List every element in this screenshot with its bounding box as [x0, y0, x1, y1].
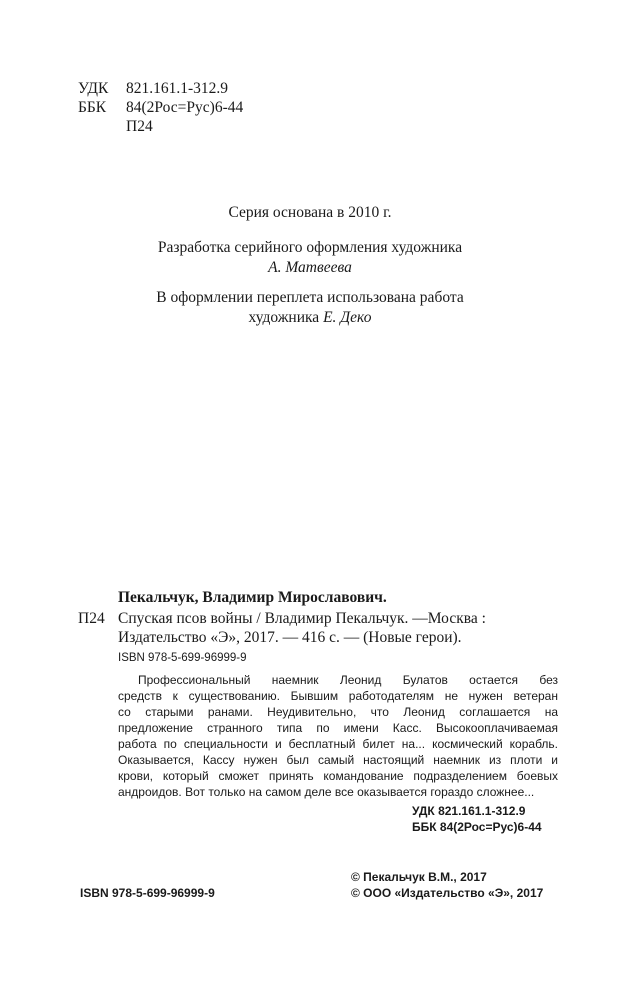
- cover-note-line1: В оформлении переплета использована работа: [156, 289, 464, 306]
- cover-note-prefix: художника: [248, 309, 324, 326]
- catalog-code: П24: [78, 610, 105, 627]
- top-author-code: П24: [126, 118, 153, 135]
- cover-note-line2: [0, 308, 620, 328]
- annotation-line: андроидов. Вот только на самом деле все оказывается гораздо сложнее...: [118, 785, 535, 799]
- annotation-line: предложение странного типа по имени Касс. Высокооплачиваемая: [118, 721, 558, 735]
- catalog-author: Пекальчук, Владимир Мирославович.: [118, 589, 387, 606]
- top-bbk-label: ББК: [78, 99, 107, 116]
- annotation-line: Оказывается, Кассу нужен был самый настоящий наемник из плоти и: [118, 753, 558, 767]
- catalog-isbn: ISBN 978-5-699-96999-9: [118, 652, 247, 664]
- catalog-title-line2: Издательство «Э», 2017. — 416 с. — (Новые герои).: [118, 629, 462, 646]
- top-bbk-value: 84(2Рос=Рус)6-44: [126, 99, 244, 116]
- catalog-annotation: [118, 672, 558, 800]
- top-udk-line: [78, 79, 228, 98]
- copyright-publisher: © ООО «Издательство «Э», 2017: [351, 886, 544, 900]
- annotation-line: Профессиональный наемник Леонид Булатов остается без: [138, 673, 558, 687]
- footer-isbn: ISBN 978-5-699-96999-9: [80, 886, 215, 900]
- catalog-udk: УДК 821.161.1-312.9: [412, 804, 526, 818]
- annotation-line: работа по специальности и бесплатный билет на... космический корабль.: [118, 737, 558, 751]
- top-udk-label: УДК: [78, 80, 109, 97]
- top-bbk-line: [78, 98, 243, 117]
- annotation-line: крови, который сможет принять командование подразделением боевых: [118, 769, 558, 783]
- top-udk-value: 821.161.1-312.9: [126, 80, 229, 97]
- catalog-title-line1: Спуская псов войны / Владимир Пекальчук. —Москва :: [118, 610, 486, 627]
- annotation-line: со старыми ранами. Неудивительно, что Леонид соглашается на: [118, 705, 558, 719]
- design-note-artist: А. Матвеева: [268, 259, 352, 276]
- catalog-bbk: ББК 84(2Рос=Рус)6-44: [412, 820, 542, 834]
- design-note-line1: Разработка серийного оформления художника: [157, 239, 463, 256]
- annotation-line: средств к существованию. Бывшим работодателям не нужен ветеран: [118, 689, 558, 703]
- copyright-author: © Пекальчук В.М., 2017: [351, 870, 487, 884]
- series-note: Серия основана в 2010 г.: [228, 204, 392, 221]
- cover-note-artist: Е. Деко: [323, 309, 372, 326]
